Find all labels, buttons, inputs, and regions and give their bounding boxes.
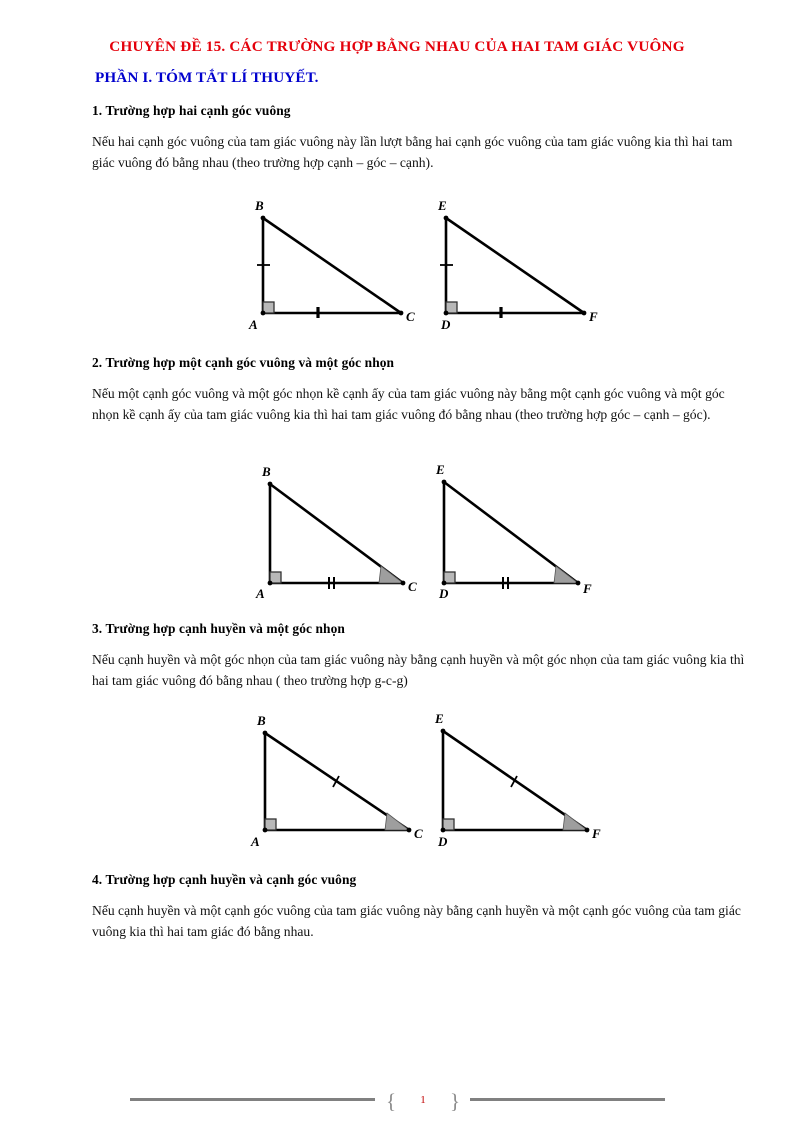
- vertex-label-a: A: [251, 834, 260, 849]
- footer-brace-left: {: [386, 1089, 397, 1113]
- section-body-3: Nếu cạnh huyền và một góc nhọn của tam giác vuông này bằng cạnh huyền và một góc nhọn của tam giác vuông kia thì hai tam giác vuông đó bằng nhau ( theo trường hợp g-c-g): [92, 652, 745, 688]
- figure-2-canvas: [0, 465, 794, 600]
- triangle-abc: [248, 198, 415, 332]
- vertex-label-f: F: [592, 826, 601, 841]
- vertex-label-d: D: [438, 834, 448, 849]
- vertex-label-c: C: [408, 579, 417, 594]
- vertex-label-f: F: [583, 581, 592, 596]
- footer-brace-right: }: [450, 1089, 461, 1113]
- angle-mark-c: [379, 566, 403, 583]
- vertex-label-b: B: [262, 465, 271, 479]
- vertex-label-d: D: [439, 586, 449, 600]
- triangle-def: [434, 711, 601, 849]
- triangle-abc: [255, 465, 417, 600]
- page-footer: [0, 1082, 794, 1122]
- vertex-label-a: A: [249, 317, 258, 332]
- section-body-2: Nếu một cạnh góc vuông và một góc nhọn kề cạnh ấy của tam giác vuông này bằng một cạnh góc vuông và một góc nhọn kề cạnh ấy của tam giác vuông kia thì hai tam giác vuông đó bằng nhau (theo trường hợp góc – cạnh – góc).: [92, 386, 725, 422]
- figure-1-canvas: [0, 190, 794, 335]
- section-heading-4: 4. Trường hợp cạnh huyền và cạnh góc vuông: [92, 872, 357, 887]
- triangle-def: [437, 198, 598, 332]
- section-heading-1: 1. Trường hợp hai cạnh góc vuông: [92, 103, 291, 118]
- section-heading-2: 2. Trường hợp một cạnh góc vuông và một góc nhọn: [92, 355, 395, 370]
- document-subtitle: PHẦN I. TÓM TẮT LÍ THUYẾT.: [95, 69, 319, 86]
- section-body-4: Nếu cạnh huyền và một cạnh góc vuông của tam giác vuông này bằng cạnh huyền và một cạnh góc vuông của tam giác vuông kia thì hai tam giác đó bằng nhau.: [92, 903, 741, 939]
- angle-mark-f: [563, 813, 587, 830]
- section-body-1: Nếu hai cạnh góc vuông của tam giác vuông này lần lượt bằng hai cạnh góc vuông của tam giác vuông kia thì hai tam giác vuông đó bằng nhau (theo trường hợp cạnh – góc – cạnh).: [92, 134, 733, 170]
- angle-mark-f: [554, 566, 578, 583]
- vertex-label-b: B: [257, 713, 266, 728]
- vertex-label-a: A: [256, 586, 265, 600]
- vertex-label-e: E: [436, 465, 445, 477]
- vertex-label-b: B: [255, 198, 264, 213]
- footer-rule-right: [470, 1098, 665, 1101]
- vertex-label-e: E: [438, 198, 447, 213]
- page-number: 1: [420, 1094, 426, 1106]
- figure-2: [0, 465, 794, 600]
- vertex-label-c: C: [406, 309, 415, 324]
- figure-1: [0, 190, 794, 335]
- vertex-label-d: D: [441, 317, 451, 332]
- angle-mark-c: [385, 813, 409, 830]
- figure-3-canvas: [0, 705, 794, 853]
- document-title: CHUYÊN ĐỀ 15. CÁC TRƯỜNG HỢP BẰNG NHAU CỦA HAI TAM GIÁC VUÔNG: [109, 38, 685, 55]
- vertex-label-f: F: [589, 309, 598, 324]
- footer-rule-left: [130, 1098, 375, 1101]
- triangle-def: [435, 465, 592, 600]
- triangle-abc: [250, 713, 423, 849]
- vertex-label-e: E: [435, 711, 444, 726]
- vertex-label-c: C: [414, 826, 423, 841]
- section-heading-3: 3. Trường hợp cạnh huyền và một góc nhọn: [92, 621, 345, 636]
- figure-3: [0, 705, 794, 853]
